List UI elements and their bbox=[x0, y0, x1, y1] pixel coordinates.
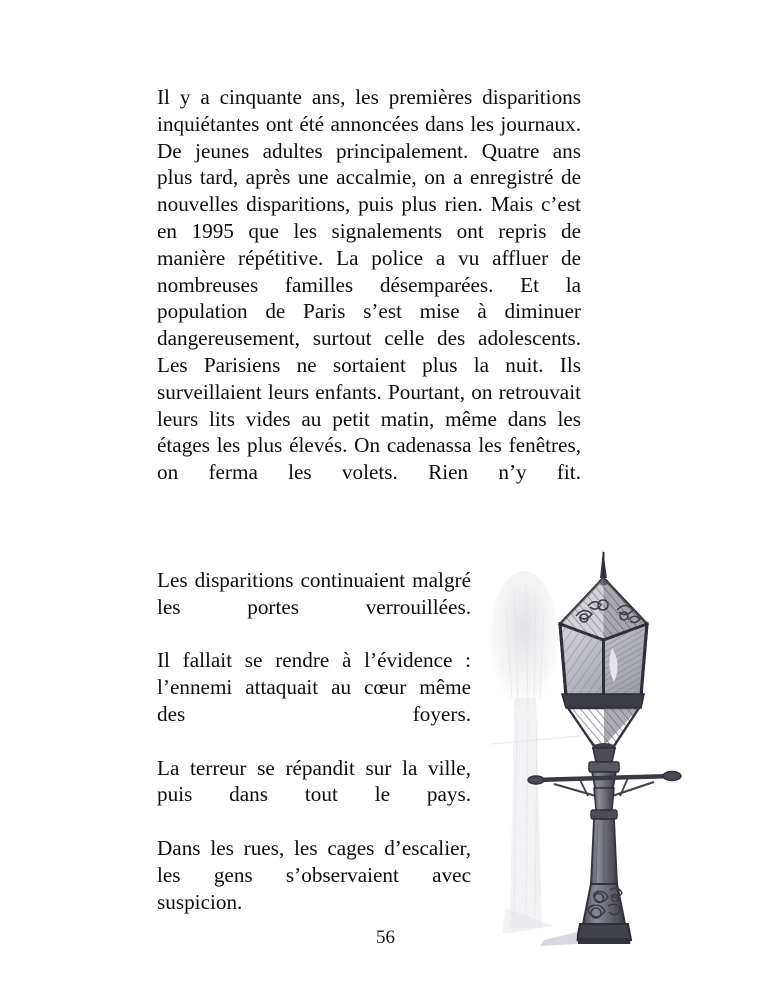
lantern-head bbox=[560, 550, 647, 753]
paragraph-3: Il fallait se rendre à l’évidence : l’ennemi attaquait au cœur même des foyers. bbox=[157, 648, 471, 726]
street-lamp-drawing-svg bbox=[484, 548, 724, 948]
lamp-post-shaft bbox=[591, 788, 617, 884]
lantern-collar bbox=[562, 694, 644, 708]
paragraph-4: La terreur se répandit sur la ville, puis dans tout le pays. bbox=[157, 755, 471, 807]
paragraph-2: Les disparitions continuaient malgré les portes verrouillées. bbox=[157, 568, 471, 619]
page-number: 56 bbox=[376, 927, 395, 948]
lamp-neck bbox=[589, 748, 619, 788]
street-lamp-illustration bbox=[484, 548, 724, 948]
body-text-block-main bbox=[157, 84, 581, 513]
base-body bbox=[583, 884, 625, 924]
body-text-block-narrow bbox=[157, 567, 471, 942]
paragraph-5: Dans les rues, les cages d’escalier, les gens s’observaient avec suspicion. bbox=[157, 835, 471, 914]
paragraph-1: Il y a cinquante ans, les premières disparitions inquiétantes ont été annoncées dans les journaux. De jeunes adultes principalement. Quatre ans plus tard, après une accalmie, on a enregistré de nouvelles disparitions, puis plus rien. Mais c’est en 1995 que les signalements ont repris de manière répétitive. La police a vu affluer de nombreuses familles désemparées. Et la population de Paris s’est mise à diminuer dangereusement, surtout celle des adolescents. Les Parisiens ne sortaient plus la nuit. Ils surveillaient leurs enfants. Pourtant, on retrouvait leurs lits vides au petit matin, même dans les étages les plus élevés. On cadenassa les fenêtres, on ferma les volets. Rien n’y fit. bbox=[157, 85, 581, 485]
